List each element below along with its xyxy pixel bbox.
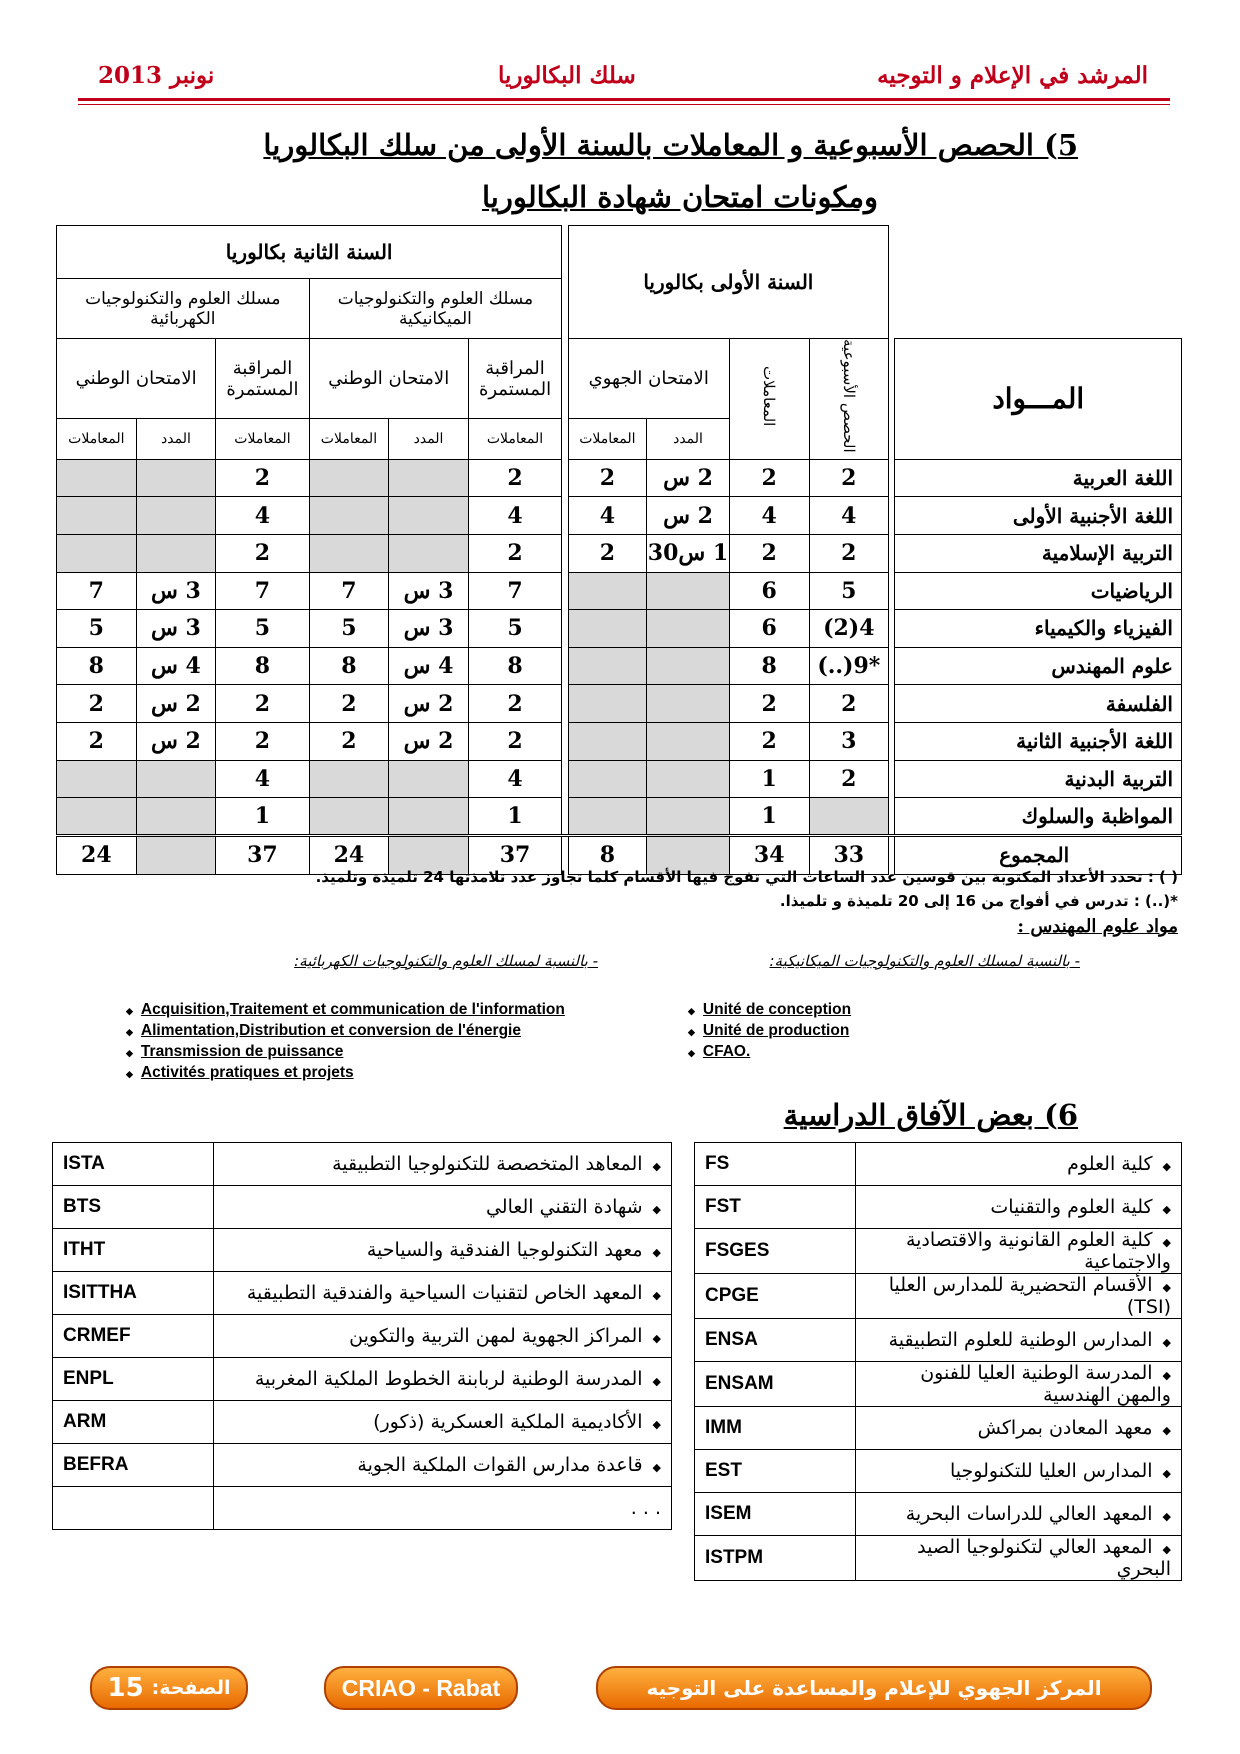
cell-hours [809, 798, 889, 836]
horizon-abbr: ISEM [695, 1493, 856, 1536]
diamond-bullet-icon: ◆ [1162, 1424, 1171, 1437]
page-label: الصفحة: [151, 1677, 231, 1699]
list-item [695, 1493, 1182, 1536]
year2-header: السنة الثانية بكالوريا [57, 226, 561, 279]
cell-m-dur: 4 س [389, 647, 469, 685]
cell-hours: 5 [809, 572, 889, 610]
cell-reg-dur: 1 س30 [647, 534, 730, 572]
elec-subjects-list [126, 1000, 565, 1084]
diamond-bullet-icon: ◆ [1162, 1281, 1171, 1294]
cell-e-dur [136, 459, 216, 497]
header-title: المرشد في الإعلام و التوجيه [877, 62, 1148, 89]
cell-reg-coef: 4 [568, 497, 647, 535]
horizon-abbr: ENSA [695, 1319, 856, 1362]
horizon-name-text: الأكاديمية الملكية العسكرية (ذكور) [373, 1411, 643, 1433]
col-coefs: المعاملات [309, 419, 389, 459]
horizon-name [856, 1186, 1182, 1229]
cell-m-cc: 2 [468, 685, 561, 723]
list-item: ◆ Transmission de puissance [126, 1042, 565, 1063]
cell-reg-dur: 2 س [647, 497, 730, 535]
horizon-name-text: المدارس الوطنية للعلوم التطبيقية [888, 1329, 1153, 1351]
cell-e-dur [136, 497, 216, 535]
table-row [57, 685, 1182, 723]
list-item [53, 1229, 672, 1272]
cell-coef1: 1 [729, 798, 809, 836]
horizon-name [214, 1272, 672, 1315]
mech-subjects-list [688, 1000, 851, 1063]
horizon-name-text: كلية العلوم القانونية والاقتصادية والاجتماعية [905, 1229, 1171, 1273]
mech-continuous-header: المراقبة المستمرة [468, 339, 561, 419]
horizon-name [214, 1444, 672, 1487]
diamond-bullet-icon: ◆ [652, 1289, 661, 1302]
total-reg-coef: 8 [568, 835, 647, 874]
mech-national-header: الامتحان الوطني [309, 339, 468, 419]
cell-subject: الفلسفة [895, 685, 1182, 723]
diamond-bullet-icon: ◆ [652, 1461, 661, 1474]
cell-e-cc: 2 [216, 722, 309, 760]
cell-reg-coef [568, 722, 647, 760]
cell-e-dur [136, 760, 216, 798]
list-item [695, 1186, 1182, 1229]
col-duration: المدد [647, 419, 730, 459]
list-item [695, 1274, 1182, 1319]
cell-subject: المواظبة والسلوك [895, 798, 1182, 836]
horizon-abbr: ISITTHA [53, 1272, 214, 1315]
footer-criao: CRIAO - Rabat [324, 1666, 518, 1710]
cell-subject: الفيزياء والكيمياء [895, 610, 1182, 648]
cell-m-coef: 2 [309, 722, 389, 760]
cell-e-dur [136, 534, 216, 572]
list-item [53, 1487, 672, 1530]
cell-reg-dur: 2 س [647, 459, 730, 497]
horizon-name-text: . . . [630, 1497, 661, 1519]
horizon-name-text: المدارس العليا للتكنولوجيا [950, 1460, 1153, 1482]
cell-reg-coef [568, 798, 647, 836]
cell-m-cc: 4 [468, 760, 561, 798]
cell-hours: 2 [809, 760, 889, 798]
cell-m-dur [389, 497, 469, 535]
horizon-name-text: المراكز الجهوية لمهن التربية والتكوين [349, 1325, 643, 1347]
horizon-abbr: FST [695, 1186, 856, 1229]
diamond-bullet-icon: ◆ [1162, 1369, 1171, 1382]
weekly-hours-header: الحصص الأسبوعية [809, 339, 889, 460]
horizon-abbr: IMM [695, 1407, 856, 1450]
cell-e-dur: 4 س [136, 647, 216, 685]
cell-m-cc: 2 [468, 459, 561, 497]
cell-e-coef: 8 [57, 647, 137, 685]
track-mech: مسلك العلوم والتكنولوجيات الميكانيكية [309, 279, 562, 338]
horizon-name [856, 1493, 1182, 1536]
cell-reg-coef [568, 647, 647, 685]
header-center: سلك البكالوريا [498, 62, 636, 89]
cell-m-coef [309, 459, 389, 497]
horizon-abbr: ENSAM [695, 1362, 856, 1407]
engineering-subjects-label: مواد علوم المهندس : [1017, 916, 1178, 937]
cell-subject: اللغة الأجنبية الأولى [895, 497, 1182, 535]
note-parentheses: ( ) : تحدد الأعداد المكتوبة بين قوسين عدد الساعات التي تفوج فيها الأقسام كلما تجاوز عدد تلامذتها 24 تلميذة وتلميذ. [315, 868, 1178, 886]
elec-continuous-header: المراقبة المستمرة [216, 339, 309, 419]
horizon-name-text: المدرسة الوطنية لربابنة الخطوط الملكية المغربية [254, 1368, 643, 1390]
total-hours: 33 [809, 835, 889, 874]
cell-m-cc: 8 [468, 647, 561, 685]
table-row [57, 722, 1182, 760]
horizon-abbr: FSGES [695, 1229, 856, 1274]
horizon-abbr: BTS [53, 1186, 214, 1229]
diamond-bullet-icon: ◆ [1162, 1236, 1171, 1249]
horizon-name [214, 1487, 672, 1530]
cell-hours: *9(..) [809, 647, 889, 685]
horizon-name [856, 1536, 1182, 1581]
horizon-abbr: EST [695, 1450, 856, 1493]
cell-coef1: 4 [729, 497, 809, 535]
table-row [57, 459, 1182, 497]
cell-reg-dur [647, 798, 730, 836]
cell-m-dur [389, 459, 469, 497]
list-item [53, 1315, 672, 1358]
col-duration: المدد [136, 419, 216, 459]
list-item [695, 1362, 1182, 1407]
cell-m-coef: 2 [309, 685, 389, 723]
cell-reg-coef [568, 760, 647, 798]
cell-m-cc: 1 [468, 798, 561, 836]
horizon-abbr: CRMEF [53, 1315, 214, 1358]
list-item [53, 1358, 672, 1401]
list-item [53, 1401, 672, 1444]
cell-coef1: 8 [729, 647, 809, 685]
diamond-bullet-icon: ◆ [1162, 1467, 1171, 1480]
cell-coef1: 2 [729, 459, 809, 497]
cell-reg-dur [647, 610, 730, 648]
total-elec-coef: 24 [57, 835, 137, 874]
cell-subject: علوم المهندس [895, 647, 1182, 685]
horizon-abbr: FS [695, 1143, 856, 1186]
cell-e-cc: 7 [216, 572, 309, 610]
cell-coef1: 1 [729, 760, 809, 798]
cell-e-cc: 5 [216, 610, 309, 648]
list-item [695, 1229, 1182, 1274]
track-elec: مسلك العلوم والتكنولوجيات الكهربائية [85, 288, 281, 329]
table-row [57, 572, 1182, 610]
header-rule-thin [78, 104, 1170, 105]
cell-coef1: 6 [729, 610, 809, 648]
cell-reg-coef: 2 [568, 459, 647, 497]
list-item [695, 1450, 1182, 1493]
cell-m-dur: 3 س [389, 610, 469, 648]
list-item [695, 1536, 1182, 1581]
cell-e-cc: 2 [216, 685, 309, 723]
cell-e-coef: 5 [57, 610, 137, 648]
diamond-bullet-icon: ◆ [1162, 1510, 1171, 1523]
horizons-table-left [52, 1142, 672, 1530]
table-row [57, 760, 1182, 798]
list-item [695, 1319, 1182, 1362]
header-rule [78, 98, 1170, 101]
cell-subject: الرياضيات [895, 572, 1182, 610]
list-item: ◆ Activités pratiques et projets [126, 1063, 565, 1084]
cell-m-coef [309, 534, 389, 572]
cell-reg-dur [647, 722, 730, 760]
table-row [57, 647, 1182, 685]
cell-subject: التربية الإسلامية [895, 534, 1182, 572]
list-item: ◆ CFAO. [688, 1042, 851, 1063]
section5-subtitle: ومكونات امتحان شهادة البكالوريا [481, 180, 878, 214]
elec-national-header: الامتحان الوطني [57, 339, 216, 419]
horizon-name [214, 1315, 672, 1358]
horizon-abbr [53, 1487, 214, 1530]
horizon-name [856, 1143, 1182, 1186]
diamond-bullet-icon: ◆ [1162, 1203, 1171, 1216]
diamond-bullet-icon: ◆ [1162, 1336, 1171, 1349]
cell-reg-dur [647, 572, 730, 610]
horizon-name [856, 1229, 1182, 1274]
horizon-name [214, 1186, 672, 1229]
page-number-pill [90, 1666, 248, 1710]
footer-center-name: المركز الجهوي للإعلام والمساعدة على التوجيه [596, 1666, 1152, 1710]
page-number: 15 [107, 1673, 144, 1703]
regional-exam-header: الامتحان الجهوي [568, 339, 729, 419]
cell-hours: 4(2) [809, 610, 889, 648]
cell-coef1: 2 [729, 685, 809, 723]
horizon-abbr: BEFRA [53, 1444, 214, 1487]
cell-e-dur: 2 س [136, 722, 216, 760]
diamond-bullet-icon: ◆ [1162, 1543, 1171, 1556]
horizon-abbr: ENPL [53, 1358, 214, 1401]
cell-e-cc: 4 [216, 497, 309, 535]
horizon-name-text: شهادة التقني العالي [485, 1196, 643, 1218]
cell-m-cc: 7 [468, 572, 561, 610]
cell-m-dur: 3 س [389, 572, 469, 610]
horizon-name-text: المعهد العالي لتكنولوجيا الصيد البحري [917, 1536, 1171, 1580]
horizon-name [214, 1401, 672, 1444]
cell-m-coef [309, 497, 389, 535]
col-coefs: المعاملات [468, 419, 561, 459]
col-coefs: المعاملات [57, 419, 137, 459]
list-item: ◆ Unité de production [688, 1021, 851, 1042]
horizon-name [856, 1362, 1182, 1407]
list-item [53, 1444, 672, 1487]
cell-reg-dur [647, 685, 730, 723]
cell-hours: 4 [809, 497, 889, 535]
cell-e-coef [57, 497, 137, 535]
section5-title: 5) الحصص الأسبوعية و المعاملات بالسنة الأولى من سلك البكالوريا [263, 128, 1078, 162]
horizon-name-text: المدرسة الوطنية العليا للفنون والمهن الهندسية [920, 1362, 1171, 1406]
cell-hours: 2 [809, 459, 889, 497]
list-item: ◆ Unité de conception [688, 1000, 851, 1021]
horizon-abbr: ISTA [53, 1143, 214, 1186]
horizons-table-right [694, 1142, 1182, 1581]
horizon-name-text: المعاهد المتخصصة للتكنولوجيا التطبيقية [332, 1153, 643, 1175]
cell-e-coef [57, 459, 137, 497]
total-coef1: 34 [729, 835, 809, 874]
cell-coef1: 6 [729, 572, 809, 610]
diamond-bullet-icon: ◆ [652, 1332, 661, 1345]
diamond-bullet-icon: ◆ [652, 1418, 661, 1431]
cell-m-dur: 2 س [389, 722, 469, 760]
total-label: المجموع [895, 835, 1182, 874]
cell-e-cc: 1 [216, 798, 309, 836]
total-mech-cc: 37 [468, 835, 561, 874]
list-item: ◆ Acquisition,Traitement et communication de l'information [126, 1000, 565, 1021]
col-coefs: المعاملات [568, 419, 647, 459]
coefficients-table [56, 225, 1182, 875]
cell-m-dur [389, 798, 469, 836]
total-elec-cc: 37 [216, 835, 309, 874]
cell-e-cc: 2 [216, 534, 309, 572]
col-coefs: المعاملات [216, 419, 309, 459]
cell-e-dur [136, 798, 216, 836]
cell-hours: 2 [809, 685, 889, 723]
cell-m-cc: 5 [468, 610, 561, 648]
cell-m-cc: 2 [468, 534, 561, 572]
note-groups: *(..) : تدرس في أفواج من 16 إلى 20 تلميذة و تلميذا. [779, 892, 1178, 910]
total-mech-coef: 24 [309, 835, 389, 874]
cell-e-cc: 2 [216, 459, 309, 497]
mech-subjects-heading: - بالنسبة لمسلك العلوم والتكنولوجيات الميكانيكية: [769, 952, 1080, 970]
header-date: نونبر 2013 [98, 62, 215, 89]
cell-coef1: 2 [729, 534, 809, 572]
horizon-name-text: معهد التكنولوجيا الفندقية والسياحية [366, 1239, 643, 1261]
table-row [57, 534, 1182, 572]
cell-reg-dur [647, 647, 730, 685]
cell-hours: 3 [809, 722, 889, 760]
list-item [53, 1143, 672, 1186]
horizon-name [856, 1319, 1182, 1362]
cell-hours: 2 [809, 534, 889, 572]
col-duration: المدد [389, 419, 469, 459]
cell-m-cc: 4 [468, 497, 561, 535]
horizon-abbr: ISTPM [695, 1536, 856, 1581]
cell-m-dur [389, 760, 469, 798]
horizon-name [856, 1450, 1182, 1493]
cell-m-cc: 2 [468, 722, 561, 760]
horizon-name-text: المعهد العالي للدراسات البحرية [905, 1503, 1153, 1525]
cell-subject: اللغة الأجنبية الثانية [895, 722, 1182, 760]
horizon-name [214, 1358, 672, 1401]
cell-e-coef [57, 534, 137, 572]
list-item [695, 1407, 1182, 1450]
cell-e-dur: 2 س [136, 685, 216, 723]
diamond-bullet-icon: ◆ [652, 1203, 661, 1216]
cell-m-coef [309, 798, 389, 836]
horizon-name [214, 1229, 672, 1272]
horizon-abbr: ARM [53, 1401, 214, 1444]
horizon-name [856, 1274, 1182, 1319]
cell-m-coef: 5 [309, 610, 389, 648]
cell-reg-coef [568, 685, 647, 723]
section6-title: 6) بعض الآفاق الدراسية [783, 1098, 1078, 1132]
horizon-name-text: كلية العلوم والتقنيات [990, 1196, 1153, 1218]
horizon-name-text: المعهد الخاص لتقنيات السياحية والفندقية التطبيقية [246, 1282, 643, 1304]
cell-reg-coef [568, 610, 647, 648]
horizon-name-text: قاعدة مدارس القوات الملكية الجوية [357, 1454, 643, 1476]
diamond-bullet-icon: ◆ [652, 1375, 661, 1388]
cell-m-dur: 2 س [389, 685, 469, 723]
cell-m-coef: 7 [309, 572, 389, 610]
list-item [53, 1186, 672, 1229]
list-item [53, 1272, 672, 1315]
cell-subject: التربية البدنية [895, 760, 1182, 798]
table-row [57, 798, 1182, 836]
horizon-name-text: معهد المعادن بمراكش [977, 1417, 1153, 1439]
horizon-abbr: ITHT [53, 1229, 214, 1272]
cell-e-coef: 2 [57, 722, 137, 760]
horizon-name-text: الأقسام التحضيرية للمدارس العليا (TSI) [888, 1274, 1171, 1318]
diamond-bullet-icon: ◆ [1162, 1160, 1171, 1173]
list-item: ◆ Alimentation,Distribution et conversion de l'énergie [126, 1021, 565, 1042]
subjects-header: المـــواد [895, 339, 1182, 460]
horizon-name-text: كلية العلوم [1067, 1153, 1153, 1175]
elec-subjects-heading: - بالنسبة لمسلك العلوم والتكنولوجيات الكهربائية: [294, 952, 598, 970]
cell-e-coef: 7 [57, 572, 137, 610]
cell-coef1: 2 [729, 722, 809, 760]
horizon-name [214, 1143, 672, 1186]
cell-reg-dur [647, 760, 730, 798]
cell-m-coef: 8 [309, 647, 389, 685]
horizon-abbr: CPGE [695, 1274, 856, 1319]
horizon-name [856, 1407, 1182, 1450]
table-row [57, 610, 1182, 648]
cell-e-cc: 8 [216, 647, 309, 685]
cell-e-cc: 4 [216, 760, 309, 798]
cell-reg-coef [568, 572, 647, 610]
diamond-bullet-icon: ◆ [652, 1160, 661, 1173]
coef-header: المعاملات [729, 339, 809, 460]
cell-m-coef [309, 760, 389, 798]
cell-e-dur: 3 س [136, 572, 216, 610]
cell-reg-coef: 2 [568, 534, 647, 572]
cell-e-coef [57, 760, 137, 798]
cell-subject: اللغة العربية [895, 459, 1182, 497]
cell-e-coef: 2 [57, 685, 137, 723]
list-item [695, 1143, 1182, 1186]
cell-m-dur [389, 534, 469, 572]
diamond-bullet-icon: ◆ [652, 1246, 661, 1259]
cell-e-coef [57, 798, 137, 836]
cell-e-dur: 3 س [136, 610, 216, 648]
table-row [57, 497, 1182, 535]
year1-header: السنة الأولى بكالوريا [568, 226, 889, 339]
